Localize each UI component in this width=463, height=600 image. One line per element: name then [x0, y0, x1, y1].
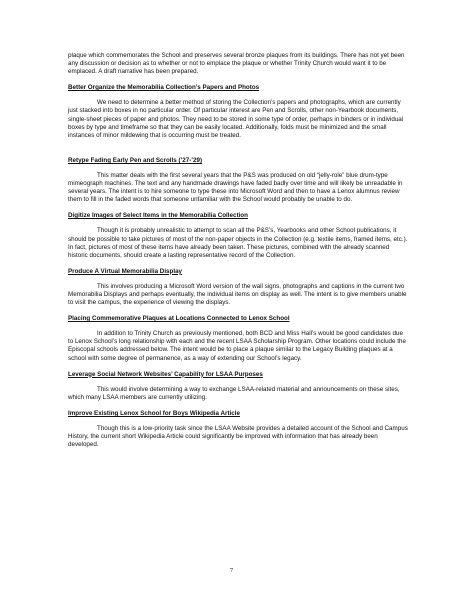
intro-paragraph: plaque which commemorates the School and preserves several bronze plaques from its buildings. There has not yet been any discussion or decision as to whether or not to emplace the plaque or whether Trinity Church would want it to be emplaced. A draft narrative has been prepared. — [68, 52, 405, 76]
section-body-wikipedia: Though this is a low-priority task since the LSAA Website provides a detailed account of the School and Campus History, the current short Wikipedia Article could significantly be improved with information that has already been developed. — [68, 425, 408, 449]
section-body-digitize-images: Though it is probably unrealistic to attempt to scan all the P&S’s, Yearbooks and other School publications, it should be possible to take pictures of most of the non-paper objects in the Collection (e.g. textile items, framed items, etc.). In fact, pictures of most of these items have already been taken. These pictures, combined with the already scanned historic documents, should create a lasting representative record of the Collection. — [68, 227, 408, 259]
section-body-virtual-display: This involves producing a Microsoft Word version of the wall signs, photographs and captions in the current two Memorabilia Displays and perhaps eventually, the individual items on display as well. The intent is to give members unable to visit the campus, the experience of viewing the displays. — [68, 282, 407, 307]
section-heading-organize-collection: Better Organize the Memorabilia Collection’s Papers and Photos — [68, 84, 260, 92]
section-body-commemorative-plaques: In addition to Trinity Church as previously mentioned, both BCD and Miss Hall’s would be good candidates due to Lenox School’s long relationship with each and the recent LSAA Scholarship Program. Other locations could include the Episcopal schools addressed below. The intent would be to place a plaque similar to the Legacy Building plaques at a school with some degree of permanence, as a way of extending our School’s legacy. — [68, 330, 406, 362]
section-body-retype-pen-scrolls: This matter deals with the first several years that the P&S was produced on old “jelly-role” blue drum-type mimeograph machines. The text and any handmade drawings have faded badly over time and will likely be unreadable in several years. The intent is to hire someone to type these into Microsoft Word and then to have a Lenox alumnus review them to fill in the faded words that someone unfamiliar with the School would probably be unable to do. — [68, 171, 403, 204]
section-heading-digitize-images: Digitize Images of Select Items in the Memorabilia Collection — [68, 212, 248, 220]
section-heading-social-network: Leverage Social Network Websites’ Capability for LSAA Purposes — [68, 370, 263, 378]
section-body-organize-collection: We need to determine a better method of storing the Collection’s papers and photographs, which are currently just stacked into boxes in no particular order. Of particular interest are Pen and Scrolls, other non-Yearbook documents, single-sheet pieces of paper and photos. They need to be stored in some type of order, perhaps in binders or in individual boxes by type and timeframe so that they can be easily located. Additionally, folds must be minimized and the small instances of minor mildewing that is occurring must be treated. — [68, 99, 404, 139]
section-body-social-network: This would involve determining a way to exchange LSAA-related material and announcements on these sites, which many LSAA members are currently utilizing. — [68, 385, 400, 401]
document-page — [68, 52, 408, 449]
section-heading-commemorative-plaques: Placing Commemorative Plaques at Locations Connected to Lenox School — [68, 315, 290, 323]
section-heading-retype-pen-scrolls: Retype Fading Early Pen and Scrolls (’27-’29) — [68, 156, 203, 164]
page-number: 7 — [229, 567, 234, 574]
section-heading-virtual-display: Produce A Virtual Memorabilia Display — [68, 267, 183, 275]
section-heading-wikipedia: Improve Existing Lenox School for Boys Wikipedia Article — [68, 409, 240, 417]
